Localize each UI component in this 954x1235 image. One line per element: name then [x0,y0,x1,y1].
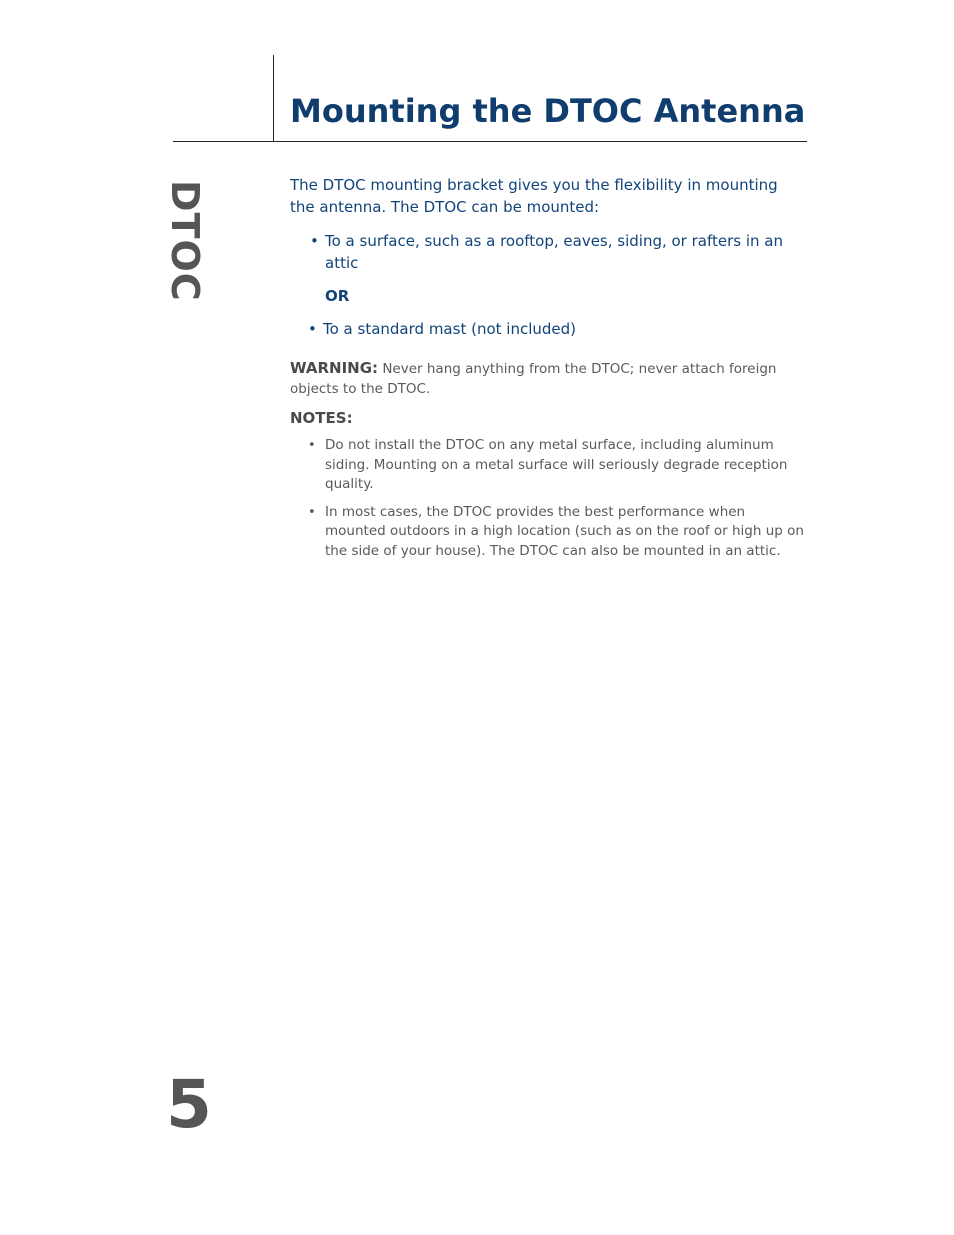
mounting-option-surface [290,230,805,274]
page-title: Mounting the DTOC Antenna [290,92,806,130]
header-horizontal-rule [173,141,807,142]
main-content [290,175,810,569]
page-number: 5 [166,1066,212,1143]
mounting-option-text: To a surface, such as a rooftop, eaves, siding, or rafters in an attic [325,232,783,272]
notes-list [290,436,810,561]
note-text: Do not install the DTOC on any metal surface, including aluminum siding. Mounting on a metal surface will seriously degrade reception quality. [325,437,788,492]
bullet-icon: • [308,320,317,338]
note-item [290,436,810,495]
mounting-option-text: To a standard mast (not included) [323,320,576,338]
note-text: In most cases, the DTOC provides the best performance when mounted outdoors in a high location (such as on the roof or high up on the side of your house). The DTOC can also be mounted in an attic. [325,503,804,559]
warning-paragraph [290,359,800,399]
warning-text: Never hang anything from the DTOC; never attach foreign objects to the DTOC. [290,361,777,397]
bullet-icon: • [310,232,319,250]
mounting-option-mast [290,318,810,340]
mounting-options-list [290,230,810,340]
or-separator: OR [325,287,350,305]
header-vertical-rule [273,55,274,141]
section-side-label: DTOC [163,180,207,302]
note-item [290,503,810,562]
bullet-icon: • [308,504,316,520]
notes-heading: NOTES: [290,409,353,427]
warning-label: WARNING: [290,359,379,377]
bullet-icon: • [308,438,316,453]
intro-paragraph: The DTOC mounting bracket gives you the flexibility in mounting the antenna. The DTOC can be mounted: [290,176,778,216]
